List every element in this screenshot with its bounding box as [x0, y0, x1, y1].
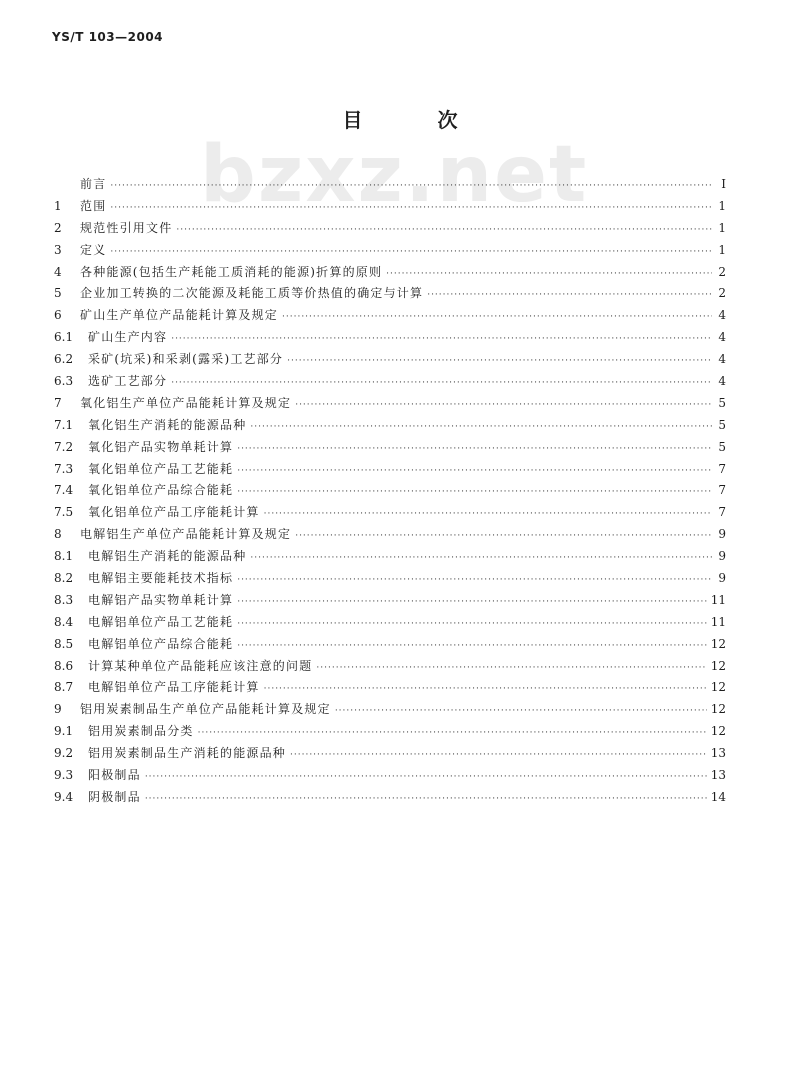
toc-entry	[54, 218, 726, 240]
toc-entry-number: 6.1	[54, 330, 74, 345]
toc-entry-number: 8.1	[54, 549, 74, 564]
toc-entry-label: 采矿(坑采)和采剥(露采)工艺部分	[88, 352, 284, 367]
toc-entry	[54, 502, 726, 524]
toc-leader-dots	[237, 592, 707, 614]
toc-entry-label: 电解铝产品实物单耗计算	[88, 592, 234, 607]
toc-leader-dots	[237, 636, 707, 658]
toc-leader-dots	[110, 176, 712, 198]
toc-entry-page: 11	[710, 614, 726, 629]
toc-entry-label: 电解铝主要能耗技术指标	[88, 571, 234, 586]
toc-entry-label: 前言	[80, 177, 107, 191]
toc-entry-label: 阴极制品	[88, 789, 141, 804]
toc-entry-page: 12	[710, 658, 726, 673]
toc-entry	[54, 437, 726, 459]
toc-entry	[54, 568, 726, 590]
toc-entry-number: 8.5	[54, 636, 74, 651]
toc-entry-number: 9.3	[54, 768, 74, 783]
toc-entry-label: 企业加工转换的二次能源及耗能工质等价热值的确定与计算	[80, 286, 424, 301]
toc-leader-dots	[316, 658, 706, 680]
toc-entry-label: 电解铝生产单位产品能耗计算及规定	[80, 527, 292, 542]
toc-entry-number: 5	[54, 286, 62, 301]
toc-entry-number: 1	[54, 198, 62, 213]
toc-entry	[54, 480, 726, 502]
table-of-contents	[54, 174, 726, 809]
toc-entry-label: 氧化铝产品实物单耗计算	[88, 439, 234, 454]
toc-entry-label: 氧化铝单位产品综合能耗	[88, 483, 234, 498]
toc-entry-label: 矿山生产单位产品能耗计算及规定	[80, 308, 279, 323]
toc-leader-dots	[145, 789, 707, 811]
toc-leader-dots	[386, 264, 712, 286]
toc-entry-page: 2	[718, 264, 726, 279]
toc-entry-page: 7	[718, 505, 726, 520]
toc-entry-number: 4	[54, 264, 62, 279]
toc-entry	[54, 721, 726, 743]
toc-entry-number: 8.3	[54, 592, 74, 607]
toc-entry-number: 8.2	[54, 571, 74, 586]
toc-entry	[54, 677, 726, 699]
toc-entry-number: 8.6	[54, 658, 74, 673]
toc-entry	[54, 240, 726, 262]
toc-leader-dots	[427, 285, 712, 307]
toc-entry-page: 12	[710, 724, 726, 739]
toc-entry	[54, 524, 726, 546]
toc-entry-label: 规范性引用文件	[80, 220, 173, 235]
toc-leader-dots	[237, 614, 707, 636]
toc-entry-label: 电解铝单位产品综合能耗	[88, 636, 234, 651]
toc-entry-page: 2	[718, 286, 726, 301]
toc-entry	[54, 612, 726, 634]
toc-entry-label: 氧化铝生产单位产品能耗计算及规定	[80, 395, 292, 410]
toc-entry	[54, 174, 726, 196]
toc-entry	[54, 634, 726, 656]
toc-title: 目 次	[342, 108, 492, 132]
toc-entry-page: 13	[710, 768, 726, 783]
toc-leader-dots	[290, 745, 707, 767]
toc-entry-page: 1	[718, 242, 726, 257]
toc-entry-number: 7.4	[54, 483, 74, 498]
toc-entry-number: 9.4	[54, 789, 74, 804]
toc-entry-page: 4	[718, 330, 726, 345]
toc-entry	[54, 459, 726, 481]
toc-leader-dots	[295, 395, 712, 417]
toc-entry-number: 7.5	[54, 505, 74, 520]
toc-entry-number: 9	[54, 702, 62, 717]
toc-entry	[54, 196, 726, 218]
toc-entry	[54, 656, 726, 678]
toc-entry-label: 阳极制品	[88, 768, 141, 783]
toc-entry-label: 电解铝生产消耗的能源品种	[88, 549, 247, 564]
toc-leader-dots	[145, 767, 707, 789]
toc-entry-page: 5	[718, 395, 726, 410]
toc-entry	[54, 283, 726, 305]
toc-entry-page: 4	[718, 352, 726, 367]
toc-entry-number: 9.1	[54, 724, 74, 739]
toc-entry-label: 定义	[80, 242, 107, 257]
toc-entry-number: 6.3	[54, 374, 74, 389]
toc-entry-page: I	[721, 177, 726, 191]
toc-entry	[54, 327, 726, 349]
toc-leader-dots	[264, 504, 712, 526]
toc-entry-page: 1	[718, 220, 726, 235]
toc-leader-dots	[110, 242, 712, 264]
watermark: bzxz.net	[200, 130, 589, 220]
toc-entry-number: 7	[54, 395, 62, 410]
toc-entry-page: 7	[718, 461, 726, 476]
toc-entry-number: 6.2	[54, 352, 74, 367]
toc-leader-dots	[295, 526, 712, 548]
toc-entry-page: 9	[718, 549, 726, 564]
toc-entry-page: 7	[718, 483, 726, 498]
toc-entry-number: 7.3	[54, 461, 74, 476]
toc-leader-dots	[264, 679, 707, 701]
toc-entry	[54, 787, 726, 809]
toc-entry-number: 9.2	[54, 746, 74, 761]
toc-entry	[54, 349, 726, 371]
toc-leader-dots	[176, 220, 712, 242]
toc-leader-dots	[335, 701, 707, 723]
toc-entry-number: 8.4	[54, 614, 74, 629]
toc-entry-page: 5	[718, 417, 726, 432]
toc-entry-label: 氧化铝单位产品工艺能耗	[88, 461, 234, 476]
toc-entry-number: 7.2	[54, 439, 74, 454]
toc-entry-label: 铝用炭素制品分类	[88, 724, 194, 739]
toc-entry-page: 9	[718, 571, 726, 586]
toc-leader-dots	[250, 417, 712, 439]
toc-entry-label: 各种能源(包括生产耗能工质消耗的能源)折算的原则	[80, 264, 383, 279]
toc-entry-number: 8.7	[54, 680, 74, 695]
toc-entry-label: 铝用炭素制品生产单位产品能耗计算及规定	[80, 702, 331, 717]
toc-entry-number: 3	[54, 242, 62, 257]
toc-entry-page: 12	[710, 636, 726, 651]
toc-entry-page: 9	[718, 527, 726, 542]
toc-leader-dots	[237, 461, 712, 483]
toc-leader-dots	[287, 351, 712, 373]
toc-entry	[54, 546, 726, 568]
toc-entry-page: 11	[710, 592, 726, 607]
toc-leader-dots	[171, 373, 712, 395]
toc-leader-dots	[110, 198, 712, 220]
toc-entry-label: 氧化铝生产消耗的能源品种	[88, 417, 247, 432]
toc-entry-number: 7.1	[54, 417, 74, 432]
toc-entry-label: 范围	[80, 198, 107, 213]
toc-entry	[54, 305, 726, 327]
toc-entry-page: 12	[710, 702, 726, 717]
standard-code-header: YS/T 103—2004	[52, 30, 164, 44]
toc-entry-page: 14	[710, 789, 726, 804]
toc-entry	[54, 590, 726, 612]
toc-entry-number: 8	[54, 527, 62, 542]
toc-leader-dots	[171, 329, 712, 351]
toc-entry-page: 1	[718, 198, 726, 213]
toc-entry-page: 4	[718, 308, 726, 323]
toc-entry-label: 计算某种单位产品能耗应该注意的问题	[88, 658, 313, 673]
toc-leader-dots	[237, 439, 712, 461]
toc-entry-page: 5	[718, 439, 726, 454]
toc-leader-dots	[237, 482, 712, 504]
toc-leader-dots	[198, 723, 707, 745]
toc-entry	[54, 393, 726, 415]
toc-entry	[54, 371, 726, 393]
toc-entry-page: 12	[710, 680, 726, 695]
toc-entry-page: 4	[718, 374, 726, 389]
toc-entry	[54, 415, 726, 437]
toc-entry-label: 电解铝单位产品工艺能耗	[88, 614, 234, 629]
toc-entry	[54, 262, 726, 284]
toc-leader-dots	[250, 548, 712, 570]
toc-entry	[54, 743, 726, 765]
toc-entry-label: 选矿工艺部分	[88, 374, 168, 389]
toc-leader-dots	[237, 570, 712, 592]
toc-entry-label: 矿山生产内容	[88, 330, 168, 345]
toc-entry-page: 13	[710, 746, 726, 761]
toc-leader-dots	[282, 307, 712, 329]
toc-entry	[54, 765, 726, 787]
toc-entry-number: 6	[54, 308, 62, 323]
toc-entry-label: 铝用炭素制品生产消耗的能源品种	[88, 746, 287, 761]
toc-entry-label: 氧化铝单位产品工序能耗计算	[88, 505, 260, 520]
toc-entry-number: 2	[54, 220, 62, 235]
toc-entry-label: 电解铝单位产品工序能耗计算	[88, 680, 260, 695]
toc-entry	[54, 699, 726, 721]
